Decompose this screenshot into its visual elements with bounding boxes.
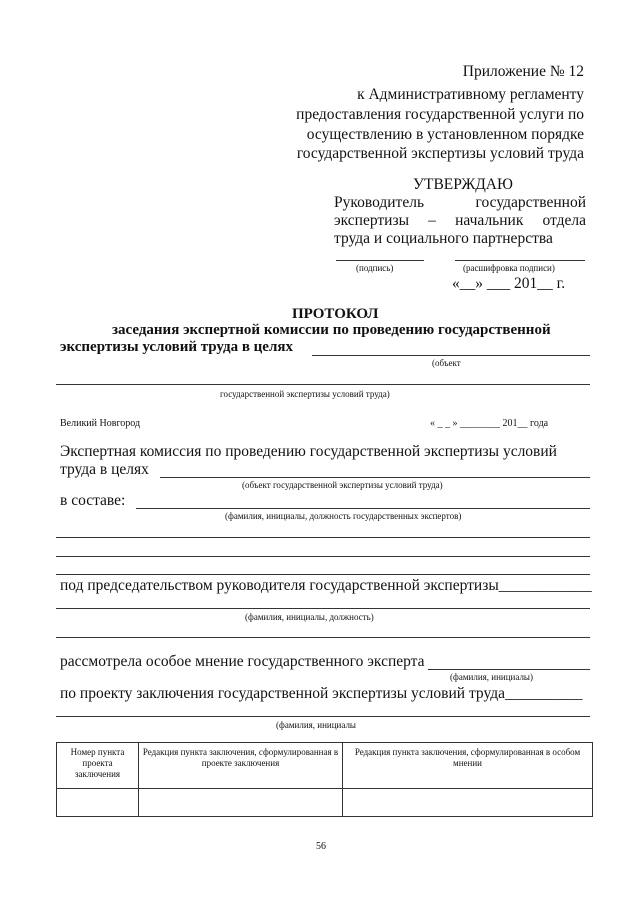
approval-line-1 <box>334 194 586 212</box>
project-label <box>60 685 583 703</box>
chair-line-2 <box>56 637 590 638</box>
experts-line-3 <box>56 556 590 557</box>
city: Великий Новгород <box>60 418 141 429</box>
approval-title: УТВЕРЖДАЮ <box>413 176 513 193</box>
chair-blank: ____________ <box>498 577 592 594</box>
approval-line-3: труда и социального партнерства <box>334 230 553 247</box>
chair-label <box>60 577 592 595</box>
considered-line <box>428 669 590 670</box>
approval-line-2-b: – <box>428 212 436 229</box>
protocol-title: ПРОТОКОЛ <box>292 306 379 322</box>
caption-object-continued: государственной экспертизы условий труда) <box>220 389 390 399</box>
table-header-cell: Редакция пункта заключения, сформулированная в проекте заключения <box>139 743 343 789</box>
composition-line <box>136 508 590 509</box>
table-cell <box>343 789 593 817</box>
signature-line <box>336 260 424 261</box>
approval-line-2-d: отдела <box>542 212 587 229</box>
chair-line <box>56 608 590 609</box>
caption-experts: (фамилия, инициалы, должность государственных экспертов) <box>225 511 462 521</box>
approval-line-2 <box>334 212 586 230</box>
decoding-caption: (расшифровка подписи) <box>463 263 555 273</box>
project-line <box>56 716 590 717</box>
opinion-table <box>56 742 593 817</box>
table-header-cell: Редакция пункта заключения, сформулированная в особом мнении <box>343 743 593 789</box>
appendix-line-1: к Административному регламенту <box>357 86 584 103</box>
caption-considered: (фамилия, инициалы) <box>450 672 533 682</box>
signature-caption: (подпись) <box>356 263 394 273</box>
chair-text: под председательством руководителя государственной экспертизы <box>60 577 499 594</box>
approval-line-1-right: государственной <box>475 194 586 211</box>
page-number: 56 <box>316 841 326 852</box>
appendix-line-4: государственной экспертизы условий труда <box>296 145 584 162</box>
appendix-number: Приложение № 12 <box>462 63 584 80</box>
object-line-2 <box>56 384 590 385</box>
caption-project: (фамилия, инициалы <box>276 720 356 730</box>
approval-date: «__» ___ 201__ г. <box>452 275 566 292</box>
protocol-subtitle-line-2: экспертизы условий труда в целях <box>60 339 293 355</box>
experts-line-2 <box>56 537 590 538</box>
commission-line-1: Экспертная комиссия по проведению государственной экспертизы условий <box>60 443 557 460</box>
caption-object: (объект <box>432 358 461 368</box>
table-header-cell: Номер пункта проекта заключения <box>57 743 139 789</box>
table-cell <box>139 789 343 817</box>
approval-line-2-a: экспертизы <box>334 212 410 229</box>
commission-line-2: труда в целях <box>60 461 149 478</box>
table-cell <box>57 789 139 817</box>
project-blank: __________ <box>505 685 583 702</box>
considered-label: рассмотрела особое мнение государственного эксперта <box>60 653 425 670</box>
approval-line-2-c: начальник <box>455 212 524 229</box>
caption-commission-object: (объект государственной экспертизы условий труда) <box>242 480 443 490</box>
object-line <box>312 355 590 356</box>
appendix-line-2: предоставления государственной услуги по <box>296 106 584 123</box>
commission-object-line <box>160 477 590 478</box>
protocol-subtitle-line-1: заседания экспертной комиссии по проведению государственной <box>112 322 551 338</box>
decoding-line <box>455 260 585 261</box>
table-row <box>57 789 593 817</box>
appendix-line-3: осуществлению в установленном порядке <box>306 126 584 143</box>
project-text: по проекту заключения государственной экспертизы условий труда <box>60 685 505 702</box>
composition-label: в составе: <box>60 492 126 509</box>
table-header-row <box>57 743 593 789</box>
experts-line-4 <box>56 574 590 575</box>
approval-line-1-left: Руководитель <box>334 194 425 211</box>
protocol-date: « _ _ » ________ 201__ года <box>430 418 549 429</box>
caption-chair: (фамилия, инициалы, должность) <box>245 612 374 622</box>
